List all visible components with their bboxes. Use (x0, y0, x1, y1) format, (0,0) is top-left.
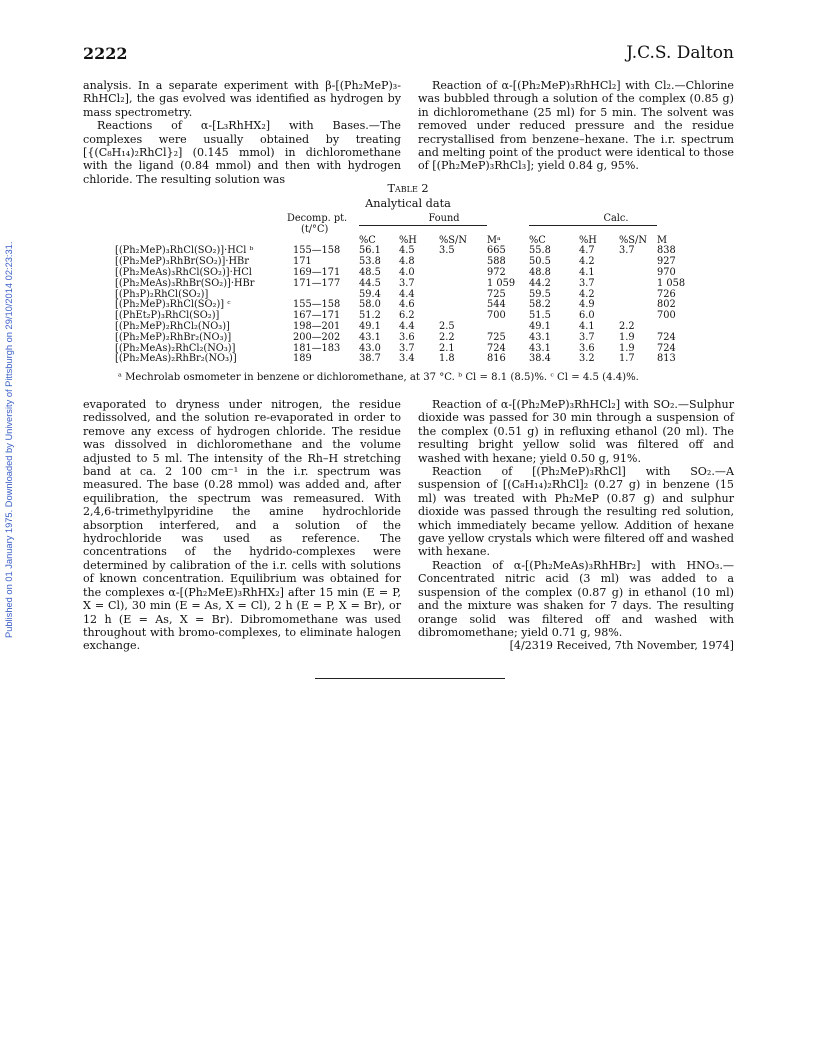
table-cell: 4.2 (579, 288, 595, 300)
table-cell: 51.5 (529, 310, 551, 322)
column-left-bottom (83, 398, 401, 653)
column-right-bottom (418, 398, 734, 653)
received-date: [4/2319 Received, 7th November, 1974] (509, 639, 734, 653)
table-cell: 1.8 (439, 353, 455, 365)
paragraph: Reaction of α-[(Ph₂MeAs)₃RhHBr₂] with HNO₃.—Concentrated nitric acid (3 ml) was added to a suspension of the complex (0.87 g) in ethanol (10 ml) and the mixture was shaken for 7 days. The resulting orange solid was filtered off and washed with dibromomethane; yield 0.71 g, 98%. (418, 558, 734, 639)
table-cell: 56.1 (359, 245, 381, 257)
table-cell: 2.2 (439, 331, 455, 343)
page-number: 2222 (83, 44, 128, 63)
table-cell: 48.5 (359, 266, 381, 278)
table-subtitle: Analytical data (365, 197, 451, 210)
table-row (115, 279, 703, 290)
table-cell: 4.2 (579, 256, 595, 268)
table-cell (439, 300, 487, 311)
table-cell: 3.5 (439, 245, 455, 257)
table-cell: 3.6 (399, 331, 415, 343)
table-cell (619, 290, 657, 301)
compound-cell: [(PhEt₂P)₃RhCl(SO₂)] (115, 310, 220, 322)
table-cell: 3.2 (579, 353, 595, 365)
table-cell: 4.7 (579, 245, 595, 257)
table-row (115, 333, 703, 344)
compound-cell: [(Ph₂MeAs)₂RhCl₂(NO₃)] (115, 342, 236, 354)
table-footnote: ᵃ Mechrolab osmometer in benzene or dichloromethane, at 37 °C. ᵇ Cl = 8.1 (8.5)%. ᶜ Cl = 4.5 (4.4)%. (118, 372, 639, 383)
table-cell: 1.7 (619, 353, 635, 365)
table-cell: 44.2 (529, 277, 551, 289)
table-header: %S/N (439, 234, 467, 246)
table-cell: 927 (657, 256, 676, 268)
table-cell: 4.1 (579, 320, 595, 332)
paragraph: analysis. In a separate experiment with β-[(Ph₂MeP)₃-RhHCl₂], the gas evolved was identified as hydrogen by mass spectrometry. (83, 79, 401, 119)
table-cell: 48.8 (529, 266, 551, 278)
table-cell: 813 (657, 353, 676, 365)
table-cell: 3.6 (579, 342, 595, 354)
compound-cell: [(Ph₃P)₂RhCl(SO₂)] (115, 288, 209, 300)
table-cell: 4.9 (579, 299, 595, 311)
table-cell: 2.1 (439, 342, 455, 354)
table-cell: 724 (657, 331, 676, 343)
table-cell: 838 (657, 245, 676, 257)
table-cell: 4.6 (399, 299, 415, 311)
table-cell: 2.5 (439, 320, 455, 332)
table-cell: 724 (487, 342, 506, 354)
analytical-data-table (115, 214, 703, 365)
table-cell: 1.9 (619, 331, 635, 343)
table-cell: 4.0 (399, 266, 415, 278)
table-cell: 171—177 (293, 277, 341, 289)
compound-cell: [(Ph₂MeP)₃RhCl(SO₂)] ᶜ (115, 299, 231, 311)
paragraph: Reaction of α-[(Ph₂MeP)₃RhHCl₂] with SO₂.—Sulphur dioxide was passed for 30 min through a suspension of the complex (0.51 g) in refluxing ethanol (20 ml). The resulting bright yellow solid was filtered off and washed with hexane; yield 0.50 g, 91%. (418, 398, 734, 465)
download-watermark: Published on 01 January 1975. Downloaded by University of Pittsburgh on 29/10/2014 02:23:31. (4, 241, 14, 638)
table-cell: 38.7 (359, 353, 381, 365)
table-row (115, 354, 703, 365)
table-header: (t/°C) (301, 223, 329, 235)
table-cell (619, 300, 657, 311)
table-cell: 198—201 (293, 320, 341, 332)
table-cell: 3.7 (579, 331, 595, 343)
column-right-top (418, 79, 734, 173)
table-cell: 169—171 (293, 266, 341, 278)
compound-cell: [(Ph₂MeP)₂RhCl₂(NO₃)] (115, 320, 230, 332)
table-cell: 189 (293, 353, 312, 365)
table-cell: 53.8 (359, 256, 381, 268)
table-cell: 38.4 (529, 353, 551, 365)
paragraph: Reaction of [(Ph₂MeP)₃RhCl] with SO₂.—A suspension of [(C₈H₁₄)₂RhCl]₂ (0.27 g) in benzene (15 ml) was treated with Ph₂MeP (0.87 g) and sulphur dioxide was passed through the resulting red solution, which immediately became yellow. Addition of hexane gave yellow crystals which were filtered off and washed with hexane. (418, 465, 734, 559)
table-cell (619, 268, 657, 279)
table-header: M (657, 234, 668, 246)
table-cell (439, 257, 487, 268)
table-cell: 3.4 (399, 353, 415, 365)
table-cell: 43.1 (359, 331, 381, 343)
table-cell: 43.1 (529, 342, 551, 354)
table-cell (619, 257, 657, 268)
table-cell: 3.7 (579, 277, 595, 289)
table-cell: 49.1 (529, 320, 551, 332)
table-cell: 167—171 (293, 310, 341, 322)
table-cell: 50.5 (529, 256, 551, 268)
table-cell: 6.2 (399, 310, 415, 322)
table-cell: 155—158 (293, 245, 341, 257)
journal-name: J.C.S. Dalton (626, 43, 734, 63)
table-cell (439, 279, 487, 290)
table-cell: 55.8 (529, 245, 551, 257)
table-cell: 59.4 (359, 288, 381, 300)
compound-cell: [(Ph₂MeAs)₃RhBr(SO₂)]·HBr (115, 277, 255, 289)
table-cell: 4.4 (399, 288, 415, 300)
table-cell: 3.7 (399, 277, 415, 289)
table-cell: 700 (657, 310, 676, 322)
table-cell: 4.1 (579, 266, 595, 278)
table-cell: 970 (657, 266, 676, 278)
compound-cell: [(Ph₂MeP)₂RhBr₂(NO₃)] (115, 331, 232, 343)
table-cell: 588 (487, 256, 506, 268)
table-cell (439, 268, 487, 279)
table-cell: 44.5 (359, 277, 381, 289)
table-header-group: Calc. (603, 213, 629, 224)
paragraph: Reaction of α-[(Ph₂MeP)₃RhHCl₂] with Cl₂.—Chlorine was bubbled through a solution of the complex (0.85 g) in dichloromethane (25 ml) for 5 min. The solvent was removed under reduced pressure and the residue recrystallised from benzene–hexane. The i.r. spectrum and melting point of the product were identical to those of [(Ph₂MeP)₃RhCl₃]; yield 0.84 g, 95%. (418, 79, 734, 173)
table-cell: 4.8 (399, 256, 415, 268)
table-cell: 1 058 (657, 277, 686, 289)
table-cell: 6.0 (579, 310, 595, 322)
table-cell: 43.0 (359, 342, 381, 354)
table-cell: 58.2 (529, 299, 551, 311)
table-cell: 3.7 (619, 245, 635, 257)
table-cell: 725 (487, 331, 506, 343)
table-cell: 816 (487, 353, 506, 365)
table-cell: 700 (487, 310, 506, 322)
end-rule (315, 678, 505, 679)
table-cell: 59.5 (529, 288, 551, 300)
table-cell: 4.5 (399, 245, 415, 257)
table-cell: 2.2 (619, 320, 635, 332)
paragraph: evaporated to dryness under nitrogen, the residue redissolved, and the solution re-evaporated in order to remove any excess of hydrogen chloride. The residue was dissolved in dichloromethane and the volume adjusted to 5 ml. The intensity of the Rh–H stretching band at ca. 2 100 cm⁻¹ in the i.r. spectrum was measured. The base (0.28 mmol) was added and, after equilibration, the spectrum was remeasured. With 2,4,6-trimethylpyridine the amine hydrochloride absorption interfered, and a solution of the hydrochloride was used as reference. The concentrations of the hydrido-complexes were determined by calibration of the i.r. cells with solutions of known concentration. Equilibrium was obtained for the complexes α-[(Ph₂MeE)₃RhHX₂] after 15 min (E = P, X = Cl), 30 min (E = As, X = Cl), 2 h (E = P, X = Br), or 12 h (E = As, X = Br). Dibromomethane was used throughout with bromo-complexes, to eliminate halogen exchange. (83, 398, 401, 653)
group-brace (529, 225, 657, 229)
table-cell: 58.0 (359, 299, 381, 311)
table-cell: 49.1 (359, 320, 381, 332)
table-cell: 181—183 (293, 342, 341, 354)
table-cell: 802 (657, 299, 676, 311)
table-cell: 1 059 (487, 277, 516, 289)
table-cell: 726 (657, 288, 676, 300)
table-cell: 171 (293, 256, 312, 268)
table-cell: 725 (487, 288, 506, 300)
table-cell (439, 290, 487, 301)
table-header: Decomp. pt. (287, 213, 348, 224)
table-header: %S/N (619, 234, 647, 246)
table-header: %C (529, 234, 546, 246)
table-cell: 972 (487, 266, 506, 278)
table-title: Table 2 (387, 182, 429, 195)
group-brace (359, 225, 487, 229)
compound-cell: [(Ph₂MeAs)₃RhCl(SO₂)]·HCl (115, 266, 252, 278)
paragraph: Reactions of α-[L₃RhHX₂] with Bases.—The complexes were usually obtained by treating [{(C₈H₁₄)₂RhCl}₂] (0.145 mmol) in dichloromethane with the ligand (0.84 mmol) and then with hydrogen chloride. The resulting solution was (83, 119, 401, 186)
column-left-top (83, 79, 401, 186)
table-cell: 665 (487, 245, 506, 257)
table-header: %H (579, 234, 597, 246)
compound-cell: [(Ph₂MeAs)₂RhBr₂(NO₃)] (115, 353, 237, 365)
table-header-group: Found (428, 213, 460, 224)
table-cell: 724 (657, 342, 676, 354)
table-header: Mᵃ (487, 234, 501, 246)
table-cell: 155—158 (293, 299, 341, 311)
table-cell: 544 (487, 299, 506, 311)
table-cell: 1.9 (619, 342, 635, 354)
compound-cell: [(Ph₂MeP)₃RhCl(SO₂)]·HCl ᵇ (115, 245, 254, 257)
table-cell: 51.2 (359, 310, 381, 322)
table-cell: 4.4 (399, 320, 415, 332)
table-cell: 200—202 (293, 331, 341, 343)
compound-cell: [(Ph₂MeP)₃RhBr(SO₂)]·HBr (115, 256, 249, 268)
table-cell: 43.1 (529, 331, 551, 343)
table-cell: 3.7 (399, 342, 415, 354)
table-cell (619, 279, 657, 290)
table-header: %C (359, 234, 376, 246)
table-header: %H (399, 234, 417, 246)
